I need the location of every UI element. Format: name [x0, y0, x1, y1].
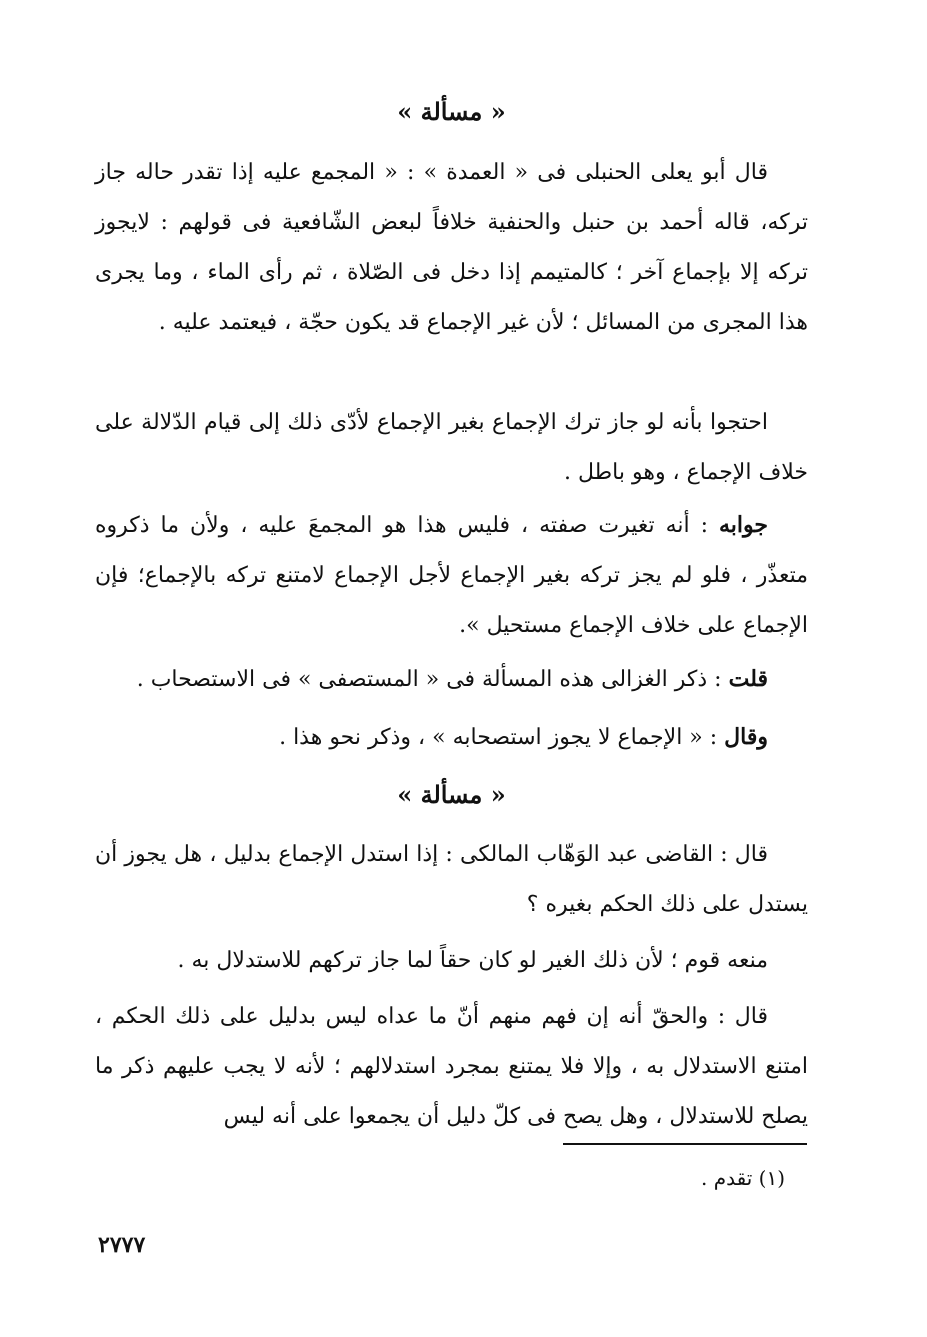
- section-heading-2: « مسألة »: [397, 780, 506, 809]
- footnote-separator: [563, 1143, 807, 1145]
- page-number: ٢٧٧٧: [98, 1232, 146, 1258]
- footnote: (١) تقدم .: [700, 1166, 785, 1190]
- paragraph-3: [95, 500, 808, 651]
- paragraph-5-lead: وقال: [724, 724, 768, 750]
- paragraph-4-lead: قلت: [728, 666, 768, 692]
- paragraph-4-body: : ذكر الغزالى هذه المسألة فى « المستصفى » فى الاستصحاب .: [136, 667, 729, 692]
- paragraph-2: احتجوا بأنه لو جاز ترك الإجماع بغير الإجماع لأدّى ذلك إلى قيام الدّلالة على خلاف الإجماع ، وهو باطل .: [95, 410, 808, 485]
- section-heading-1: « مسألة »: [397, 97, 506, 126]
- paragraph-4: [95, 654, 808, 705]
- paragraph-3-lead: جوابه: [719, 512, 768, 538]
- paragraph-6: قال : القاضى عبد الوَهّاب المالكى : إذا استدل الإجماع بدليل ، هل يجوز أن يستدل على ذلك الحكم بغيره ؟: [95, 842, 808, 917]
- paragraph-3-body: : أنه تغيرت صفته ، فليس هذا هو المجمعَ عليه ، ولأن ما ذكروه متعذّر ، فلو لم يجز تركه بغير الإجماع لأجل الإجماع لامتنع تركه بالإجماع؛ فإن الإجماع على خلاف الإجماع مستحيل ».: [95, 513, 808, 638]
- paragraph-8: قال : والحقّ أنه إن فهم منهم أنّ ما عداه ليس بدليل على ذلك الحكم ، امتنع الاستدلال به ، وإلا فلا يمتنع بمجرد استدلالهم ؛ لأنه لا يجب عليهم ذكر ما يصلح للاستدلال ، وهل يصح فى كلّ دليل أن يجمعوا على أنه ليس: [95, 1004, 808, 1129]
- paragraph-1: قال أبو يعلى الحنبلى فى « العمدة » : « المجمع عليه إذا تقدر حاله جاز تركه، قاله أحمد بن حنبل والحنفية خلافاً لبعض الشّافعية فى قولهم : لايجوز تركه إلا بإجماع آخر ؛ كالمتيمم إذا دخل فى الصّلاة ، ثم رأى الماء ، وما يجرى هذا المجرى من المسائل ؛ لأن غير الإجماع قد يكون حجّة ، فيعتمد عليه .: [95, 160, 808, 335]
- paragraph-5-body: : « الإجماع لا يجوز استصحابه » ، وذكر نحو هذا .: [279, 725, 725, 750]
- paragraph-5: [95, 712, 808, 763]
- paragraph-7: منعه قوم ؛ لأن ذلك الغير لو كان حقاً لما جاز تركهم للاستدلال به .: [177, 948, 768, 973]
